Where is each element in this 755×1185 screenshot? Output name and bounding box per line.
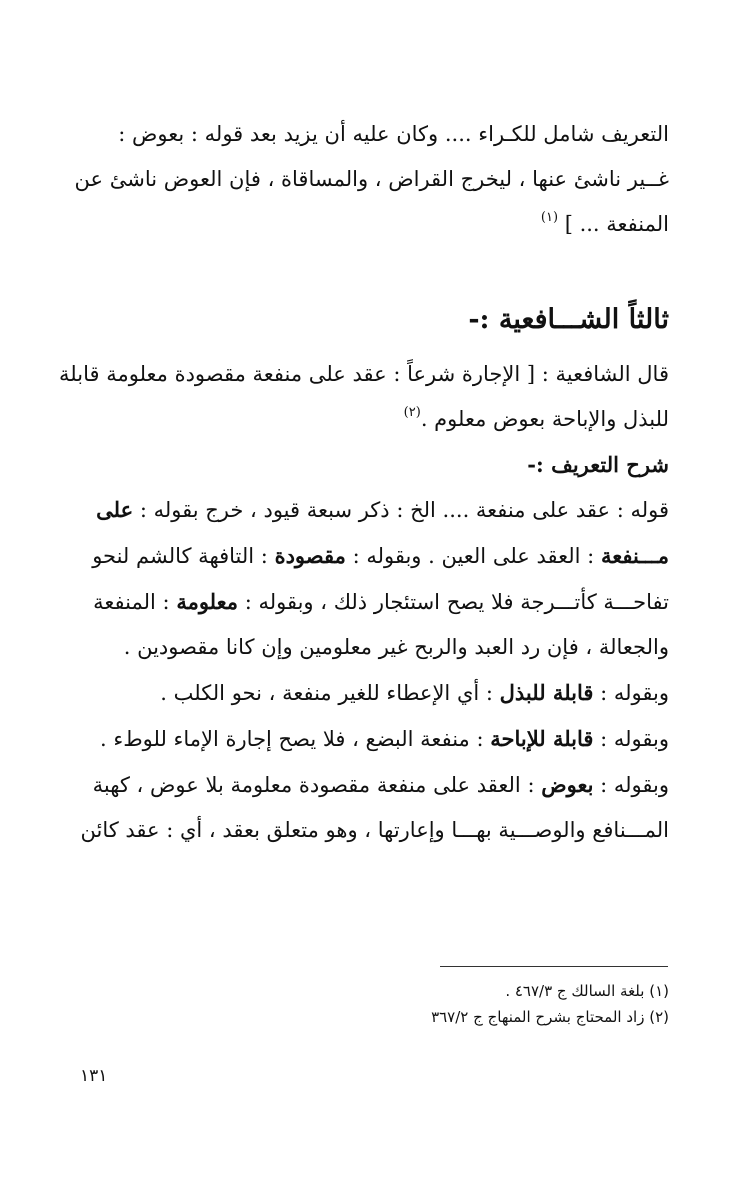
- text-fragment: : المنفعة: [93, 590, 170, 614]
- footnote-ref: (١): [540, 210, 559, 225]
- text-fragment: : أي الإعطاء للغير منفعة ، نحو الكلب .: [160, 681, 493, 705]
- text-fragment: : منفعة البضع ، فلا يصح إجارة الإماء للوطء .: [100, 727, 484, 751]
- keyword: على: [96, 497, 134, 522]
- footnote-2: (٢) زاد المحتاج بشرح المنهاج ج ٣٦٧/٢: [431, 1008, 669, 1026]
- keyword: معلومة: [176, 589, 239, 614]
- text-line: [79, 579, 669, 625]
- previous-section-tail: [74, 112, 669, 247]
- text-fragment: : العقد على منفعة مقصودة معلومة بلا عوض ، كهبة: [92, 773, 535, 797]
- text-line: التعريف شامل للكـراء .... وكان عليه أن يزيد بعد قوله : بعوض :: [118, 122, 669, 146]
- footnote-ref: (٢): [403, 405, 421, 420]
- keyword: مقصودة: [274, 543, 346, 568]
- text-fragment: : التافهة كالشم لنحو: [92, 544, 268, 568]
- page-number: ١٣١: [80, 1066, 108, 1086]
- keyword: قابلة للإباحة: [490, 726, 594, 751]
- definition-paragraph: [59, 352, 669, 853]
- text-fragment: : العقد على العين . وبقوله :: [352, 544, 595, 568]
- footnotes: [79, 978, 669, 1030]
- text-line: [79, 762, 669, 808]
- text-fragment: تفاحـــة كأتـــرجة فلا يصح استئجار ذلك ، وبقوله :: [244, 590, 669, 614]
- text-fragment: المنفعة ... ]: [564, 212, 669, 236]
- section-heading: ثالثاً الشـــافعية :-: [468, 304, 669, 335]
- text-fragment: وبقوله :: [600, 681, 669, 705]
- text-fragment: قوله : عقد على منفعة .... الخ : ذكر سبعة قيود ، خرج بقوله :: [139, 498, 669, 522]
- explanation-heading: شرح التعريف :-: [527, 452, 669, 477]
- keyword: قابلة للبذل: [499, 680, 594, 705]
- text-line: [79, 716, 669, 762]
- text-fragment: وبقوله :: [600, 773, 669, 797]
- text-line: [79, 487, 669, 533]
- footnote-separator: [440, 966, 668, 967]
- text-line: [79, 533, 669, 579]
- text-fragment: وبقوله :: [600, 727, 669, 751]
- text-line: [79, 670, 669, 716]
- footnote-1: (١) بلغة السالك ج ٤٦٧/٣ .: [505, 982, 669, 1000]
- text-line: [79, 202, 669, 247]
- keyword: مـــنفعة: [600, 543, 669, 568]
- text-line: والجعالة ، فإن رد العبد والربح غير معلومين وإن كانا مقصودين .: [123, 635, 669, 659]
- text-line: قال الشافعية : [ الإجارة شرعاً : عقد على منفعة مقصودة معلومة قابلة: [59, 362, 669, 386]
- keyword: بعوض: [541, 772, 594, 797]
- text-line: [79, 397, 669, 442]
- text-fragment: للبذل والإباحة بعوض معلوم .: [420, 407, 669, 431]
- text-line: غــير ناشئ عنها ، ليخرج القراض ، والمساقاة ، فإن العوض ناشئ عن: [74, 167, 669, 191]
- text-line: المـــنافع والوصـــية بهـــا وإعارتها ، وهو متعلق بعقد ، أي : عقد كائن: [80, 818, 669, 842]
